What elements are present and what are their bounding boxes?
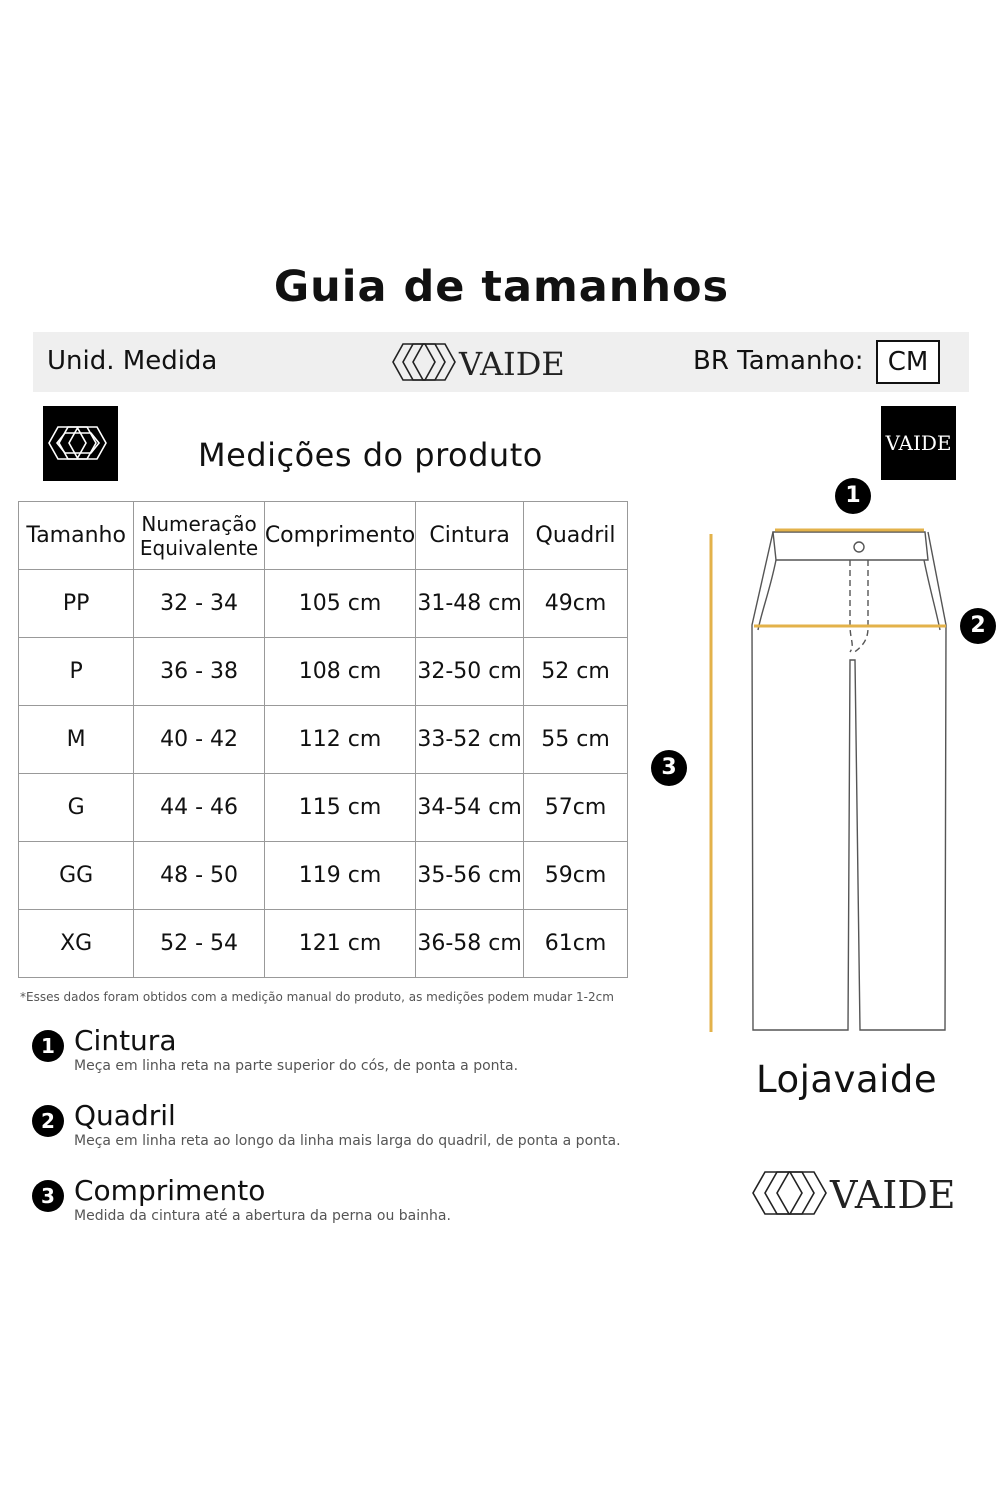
measure-title: Comprimento <box>74 1174 266 1207</box>
table-row <box>19 910 628 978</box>
cell-size: GG <box>19 842 134 910</box>
cell-numbering: 32 - 34 <box>134 570 264 638</box>
cell-waist: 34-54 cm <box>416 774 524 842</box>
cell-hip: 55 cm <box>524 706 628 774</box>
measure-lines <box>711 530 946 1032</box>
cell-length: 121 cm <box>264 910 415 978</box>
vaide-wordmark: VAIDE <box>459 345 565 383</box>
cell-numbering: 36 - 38 <box>134 638 264 706</box>
table-row <box>19 706 628 774</box>
cell-length: 105 cm <box>264 570 415 638</box>
unit-bar <box>33 332 969 392</box>
cell-hip: 59cm <box>524 842 628 910</box>
hexagon-logo-badge <box>43 406 118 481</box>
badge-2-icon: 2 <box>960 608 996 644</box>
unit-label: Unid. Medida <box>47 346 218 376</box>
cell-numbering: 44 - 46 <box>134 774 264 842</box>
header-quadril: Quadril <box>524 502 628 570</box>
header-tamanho: Tamanho <box>19 502 134 570</box>
hexagon-logo-icon <box>393 344 455 380</box>
vaide-badge: VAIDE <box>881 406 956 480</box>
pants-outline-icon <box>752 532 946 1030</box>
vaide-wordmark: VAIDE <box>830 1173 956 1217</box>
badge-1-icon: 1 <box>835 478 871 514</box>
cell-length: 115 cm <box>264 774 415 842</box>
cell-hip: 61cm <box>524 910 628 978</box>
cell-size: M <box>19 706 134 774</box>
cell-length: 112 cm <box>264 706 415 774</box>
cell-length: 108 cm <box>264 638 415 706</box>
cell-size: PP <box>19 570 134 638</box>
store-name: Lojavaide <box>756 1058 938 1101</box>
size-table <box>18 501 628 978</box>
header-numeracao <box>134 502 264 570</box>
vaide-logo <box>389 337 574 387</box>
table-row <box>19 774 628 842</box>
cell-waist: 36-58 cm <box>416 910 524 978</box>
vaide-logo-bottom <box>750 1164 970 1222</box>
cell-waist: 33-52 cm <box>416 706 524 774</box>
cell-size: P <box>19 638 134 706</box>
header-comprimento: Comprimento <box>264 502 415 570</box>
cell-numbering: 40 - 42 <box>134 706 264 774</box>
cell-numbering: 48 - 50 <box>134 842 264 910</box>
cell-hip: 57cm <box>524 774 628 842</box>
pants-diagram <box>640 470 1003 1050</box>
measure-description: Meça em linha reta ao longo da linha mais larga do quadril, de ponta a ponta. <box>74 1133 621 1149</box>
table-header-row <box>19 502 628 570</box>
number-2-icon: 2 <box>32 1105 64 1137</box>
hexagon-logo-icon <box>43 406 118 481</box>
cell-numbering: 52 - 54 <box>134 910 264 978</box>
number-1-icon: 1 <box>32 1030 64 1062</box>
cell-waist: 35-56 cm <box>416 842 524 910</box>
cell-size: XG <box>19 910 134 978</box>
header-numeracao-line2: Equivalente <box>139 535 259 560</box>
unit-value-box: CM <box>876 340 940 384</box>
measure-description: Medida da cintura até a abertura da perna ou bainha. <box>74 1208 451 1224</box>
cell-length: 119 cm <box>264 842 415 910</box>
header-cintura: Cintura <box>416 502 524 570</box>
footnote: *Esses dados foram obtidos com a medição manual do produto, as medições podem mudar 1-2cm <box>20 990 614 1004</box>
measure-description: Meça em linha reta na parte superior do cós, de ponta a ponta. <box>74 1058 519 1074</box>
header-numeracao-line1: Numeração <box>141 511 257 536</box>
cell-hip: 49cm <box>524 570 628 638</box>
table-row <box>19 570 628 638</box>
section-subtitle: Medições do produto <box>198 436 543 474</box>
cell-waist: 31-48 cm <box>416 570 524 638</box>
table-row <box>19 842 628 910</box>
measure-title: Quadril <box>74 1099 176 1132</box>
cell-hip: 52 cm <box>524 638 628 706</box>
badge-3-icon: 3 <box>651 750 687 786</box>
cell-waist: 32-50 cm <box>416 638 524 706</box>
table-row <box>19 638 628 706</box>
cell-size: G <box>19 774 134 842</box>
hexagon-logo-icon <box>753 1172 826 1214</box>
br-size-label: BR Tamanho: <box>693 346 864 376</box>
number-3-icon: 3 <box>32 1180 64 1212</box>
page-title: Guia de tamanhos <box>273 262 730 312</box>
measure-title: Cintura <box>74 1024 177 1057</box>
